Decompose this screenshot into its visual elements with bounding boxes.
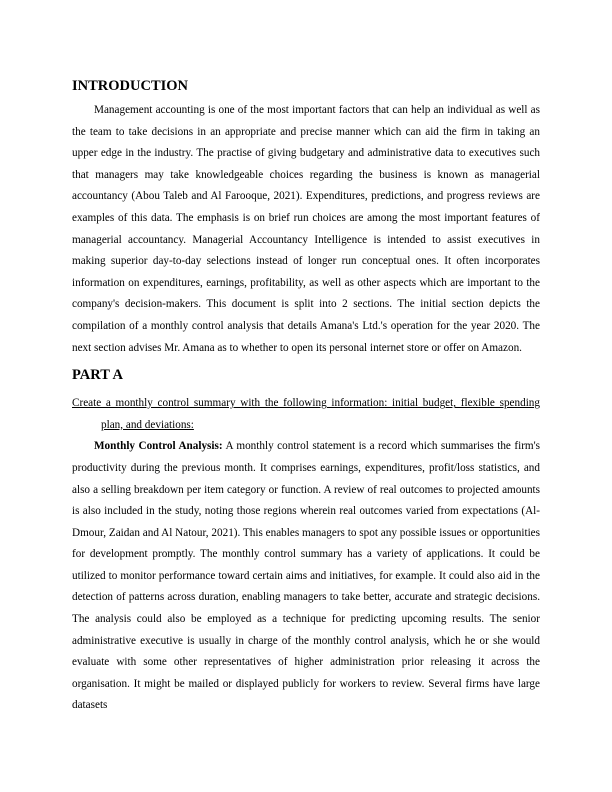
part-a-task-statement: Create a monthly control summary with the following information: initial budget, flexible spending plan, and deviations: <box>72 397 540 431</box>
monthly-control-analysis-body: A monthly control statement is a record which summarises the firm's productivity during the previous month. It comprises earnings, expenditures, profit/loss statistics, and also a selling breakdown per item category or function. A review of real outcomes to projected amounts is also included in the study, noting those regions wherein real outcomes varied from expectations (Al-Dmour, Zaidan and Al Natour, 2021). This enables managers to spot any possible issues or opportunities for development promptly. The monthly control summary has a variety of applications. It could be utilized to monitor performance toward certain aims and initiatives, for example. It could also aid in the detection of patterns across duration, enabling managers to take better, accurate and strategic decisions. The analysis could also be employed as a technique for predicting upcoming results. The senior administrative executive is usually in charge of the monthly control analysis, which he or she would evaluate with some other representatives of higher administration prior releasing it across the organisation. It might be mailed or displayed publicly for workers to review. Several firms have large datasets <box>72 440 540 712</box>
monthly-control-analysis-paragraph <box>72 436 540 717</box>
introduction-heading: INTRODUCTION <box>72 78 189 94</box>
document-page <box>72 76 540 717</box>
introduction-paragraph: Management accounting is one of the most important factors that can help an individual as well as the team to take decisions in an appropriate and precise manner which can aid the firm in taking an upper edge in the industry. The practise of giving budgetary and administrative data to executives such that managers may take knowledgeable choices regarding the business is known as managerial accountancy (Abou Taleb and Al Farooque, 2021). Expenditures, predictions, and progress reviews are examples of this data. The emphasis is on brief run choices are among the most important features of managerial accountancy. Managerial Accountancy Intelligence is intended to assist executives in making superior day-to-day selections instead of longer run conceptual ones. It often incorporates information on expenditures, earnings, profitability, as well as other aspects which are important to the company's decision-makers. This document is split into 2 sections. The initial section depicts the compilation of a monthly control analysis that details Amana's Ltd.'s operation for the year 2020. The next section advises Mr. Amana as to whether to open its personal internet store or offer on Amazon. <box>72 104 540 354</box>
part-a-heading: PART A <box>72 367 123 384</box>
monthly-control-analysis-lead: Monthly Control Analysis: <box>94 440 223 453</box>
